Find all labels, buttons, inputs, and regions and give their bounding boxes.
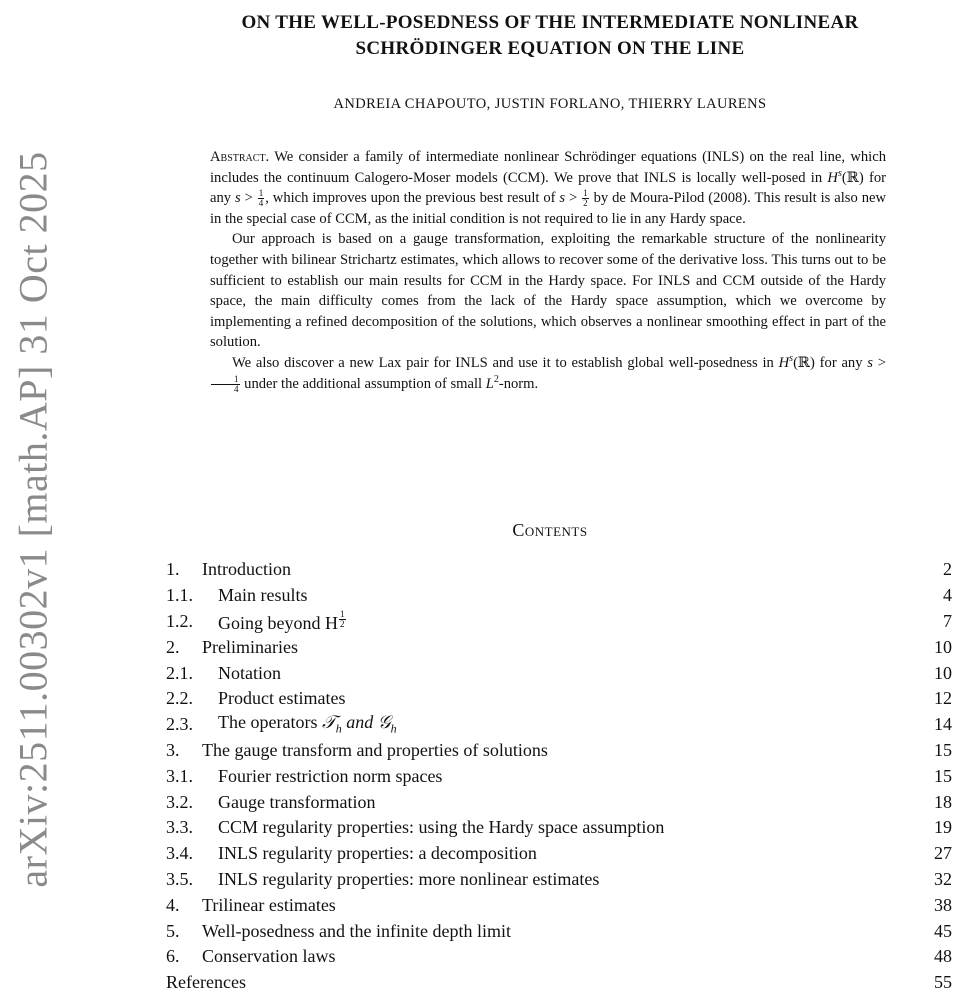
toc-entry[interactable] (166, 712, 952, 738)
toc-number: 6. (166, 946, 180, 967)
math-s-gt-quarter-2: s > $\frac{1}{4}$ (210, 355, 886, 392)
arxiv-id: arXiv:2511.00302v1 [math.AP] 31 Oct 2025 (10, 150, 56, 888)
arxiv-sidebar-stamp (6, 150, 60, 888)
toc-label: CCM regularity properties: using the Hardy space assumption (218, 817, 665, 838)
toc-page: 14 (934, 714, 952, 735)
toc-number: 1.1. (166, 585, 193, 606)
toc-page: 4 (943, 585, 952, 606)
abstract-paragraph-2: Our approach is based on a gauge transformation, exploiting the remarkable structure of the nonlinearity together with bilinear Strichartz estimates, which allows to recover some of the derivative loss. This turns out to be sufficient to establish our main results for CCM in the Hardy space. For INLS and CCM outside of the Hardy space, the main difficulty comes from the lack of the Hardy space assumption, which we overcome by implementing a refined decomposition of the solutions, which observes a nonlinear smoothing effect in part of the solution. (210, 231, 886, 351)
abstract-heading: Abstract. (210, 149, 270, 165)
toc-entry[interactable] (166, 944, 952, 970)
toc-page: 7 (943, 610, 952, 631)
toc-number: 3.5. (166, 868, 193, 889)
toc-label: The gauge transform and properties of solutions (202, 739, 548, 760)
toc-number: 5. (166, 920, 180, 941)
toc-page: 10 (934, 636, 952, 657)
toc-entry[interactable] (166, 841, 952, 867)
toc-label: Product estimates (218, 688, 346, 709)
toc-entry[interactable] (166, 892, 952, 918)
toc-label: References (166, 972, 246, 993)
abstract-paragraph-3: We also discover a new Lax pair for INLS and use it to establish global well-posedness in $H^s(ℝ)$ for any s > $\frac{1}{4}$ under the additional assumption of small $L^2$-norm. (210, 353, 886, 394)
toc-page: 10 (934, 662, 952, 683)
toc-number: 3. (166, 739, 180, 760)
toc-label: Gauge transformation (218, 791, 376, 812)
toc-label: INLS regularity properties: more nonlinear estimates (218, 868, 600, 889)
toc-label: Fourier restriction norm spaces (218, 765, 443, 786)
math-operators: 𝒯$_h$ and 𝒢$_h$ (321, 712, 397, 736)
toc-number: 3.3. (166, 817, 193, 838)
toc-label: The operators 𝒯$_h$ and 𝒢$_h$ (218, 712, 397, 736)
toc-page: 12 (934, 688, 952, 709)
abstract (210, 147, 886, 394)
table-of-contents (166, 557, 952, 996)
paper-title (150, 10, 950, 62)
toc-number: 1.2. (166, 610, 193, 631)
toc-entry[interactable] (166, 583, 952, 609)
math-l2: $L^2$ (485, 373, 499, 392)
toc-label: Main results (218, 585, 308, 606)
math-s-gt-half: s > $\frac{1}{2}$ (559, 188, 588, 209)
toc-label: Notation (218, 662, 281, 683)
toc-number: 3.4. (166, 843, 193, 864)
toc-entry[interactable] (166, 686, 952, 712)
toc-page: 19 (934, 817, 952, 838)
toc-page: 38 (934, 894, 952, 915)
toc-entry[interactable] (166, 557, 952, 583)
toc-entry[interactable] (166, 738, 952, 764)
contents-heading: Contents (512, 520, 588, 540)
toc-entry[interactable] (166, 815, 952, 841)
toc-page: 15 (934, 765, 952, 786)
toc-entry[interactable] (166, 634, 952, 660)
toc-entry[interactable] (166, 970, 952, 996)
math-hs: $H^s(ℝ)$ (827, 167, 864, 186)
toc-number: 2. (166, 636, 180, 657)
toc-label: Preliminaries (202, 636, 298, 657)
math-hs-2: $H^s(ℝ)$ (778, 353, 815, 371)
toc-entry[interactable] (166, 660, 952, 686)
math-s-gt-quarter: s > $\frac{1}{4}$ (234, 188, 264, 209)
toc-page: 45 (934, 920, 952, 941)
toc-entry[interactable] (166, 918, 952, 944)
toc-page: 32 (934, 868, 952, 889)
toc-label: Trilinear estimates (202, 894, 336, 915)
toc-number: 1. (166, 559, 180, 580)
toc-page: 18 (934, 791, 952, 812)
toc-label: Conservation laws (202, 946, 336, 967)
title-line-1: ON THE WELL-POSEDNESS OF THE INTERMEDIATE NONLINEAR (241, 12, 859, 33)
toc-entry[interactable] (166, 763, 952, 789)
toc-page: 55 (934, 972, 952, 993)
abstract-paragraph-1: Abstract. We consider a family of intermediate nonlinear Schrödinger equations (INLS) on the real line, which includes the continuum Calogero-Moser models (CCM). We prove that INLS is locally well-posed in $H^s(ℝ)$ for any s > $\frac{1}{4}$ , which improves upon the previous best result of s > $\frac{1}{2}$ by de Moura-Pilod (2008). This result is also new in the special case of CCM, as the initial condition is not required to lie in any Hardy space. (210, 149, 887, 227)
toc-number: 3.1. (166, 765, 193, 786)
toc-number: 3.2. (166, 791, 193, 812)
toc-label: INLS regularity properties: a decomposition (218, 843, 537, 864)
toc-page: 27 (934, 843, 952, 864)
toc-number: 2.3. (166, 714, 193, 735)
toc-label: Well-posedness and the infinite depth limit (202, 920, 511, 941)
toc-label: Introduction (202, 559, 291, 580)
toc-entry[interactable] (166, 867, 952, 893)
toc-number: 4. (166, 894, 180, 915)
toc-page: 2 (943, 559, 952, 580)
toc-page: 48 (934, 946, 952, 967)
math-half-exponent: 1 2 (340, 608, 345, 629)
toc-entry[interactable] (166, 609, 952, 635)
toc-entry[interactable] (166, 789, 952, 815)
toc-number: 2.1. (166, 662, 193, 683)
title-line-2: SCHRÖDINGER EQUATION ON THE LINE (355, 38, 745, 59)
toc-label: Going beyond H $^{\frac{1}{2}}$ (218, 608, 345, 633)
toc-number: 2.2. (166, 688, 193, 709)
authors: ANDREIA CHAPOUTO, JUSTIN FORLANO, THIERRY LAURENS (333, 96, 767, 112)
toc-page: 15 (934, 739, 952, 760)
